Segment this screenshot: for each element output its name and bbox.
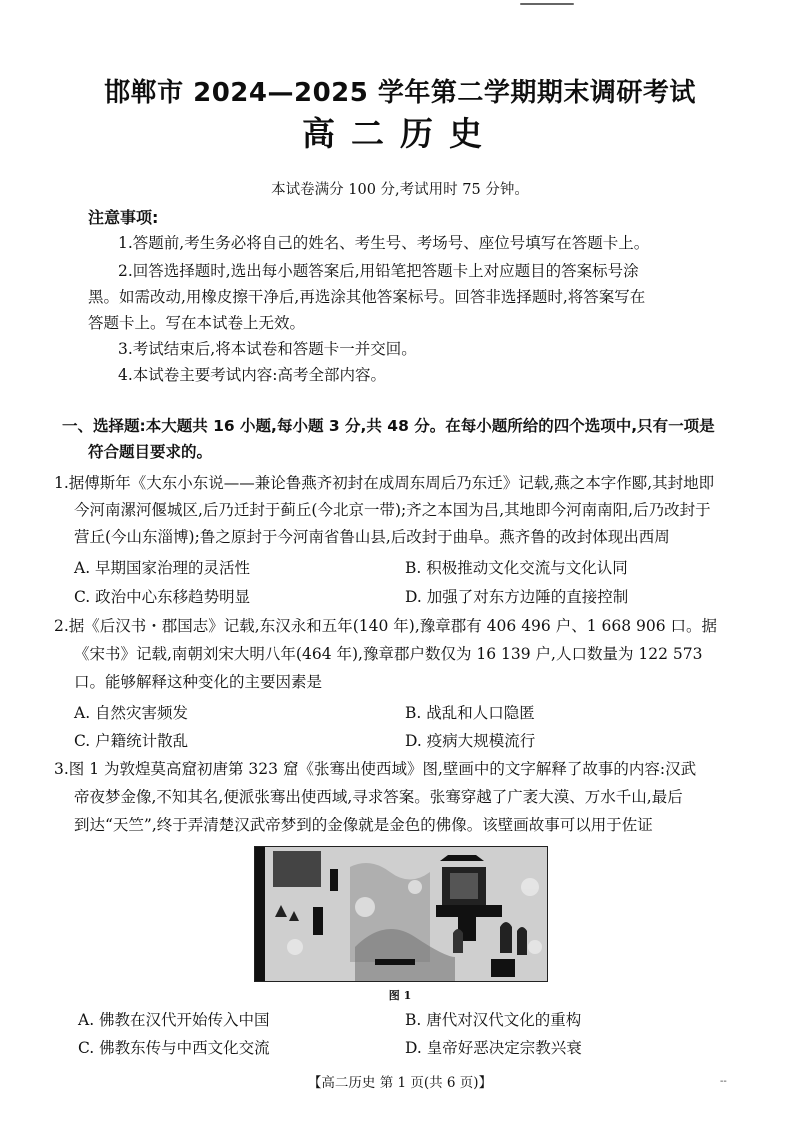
footer-mark: -- <box>720 1076 727 1087</box>
notice-line-3: 3.考试结束后,将本试卷和答题卡一并交回。 <box>118 340 417 358</box>
q2-stem-line-2: 《宋书》记载,南朝刘宋大明八年(464 年),豫章郡户数仅为 16 139 户,人口数量为 122 573 <box>74 645 703 663</box>
q3-stem-line-1: 3.图 1 为敦煌莫高窟初唐第 323 窟《张骞出使西域》图,壁画中的文字解释了故事的内容:汉武 <box>54 760 697 778</box>
q1-stem-line-2: 今河南漯河偃城区,后乃迁封于蓟丘(今北京一带);齐之本国为吕,其地即今河南南阳,后乃改封于 <box>74 501 711 519</box>
notice-heading: 注意事项: <box>88 208 159 227</box>
scan-artifact <box>520 3 574 5</box>
subject-title: 高二历史 <box>302 114 498 153</box>
q2-option-d: D. 疫病大规模流行 <box>405 732 536 750</box>
q1-stem-line-1: 1.据傅斯年《大东小东说——兼论鲁燕齐初封在成周东周后乃东迁》记载,燕之本字作郾,其封地即 <box>54 474 715 492</box>
q1-option-c: C. 政治中心东移趋势明显 <box>74 588 251 606</box>
q2-stem-line-1: 2.据《后汉书・郡国志》记载,东汉永和五年(140 年),豫章郡有 406 496 户、1 668 906 口。据 <box>54 617 718 635</box>
notice-line-2: 2.回答选择题时,选出每小题答案后,用铅笔把答题卡上对应题目的答案标号涂 <box>118 262 639 280</box>
q3-stem-line-3: 到达“天竺”,终于弄清楚汉武帝梦到的金像就是金色的佛像。该壁画故事可以用于佐证 <box>74 816 653 834</box>
section-heading: 一、选择题:本大题共 16 小题,每小题 3 分,共 48 分。在每小题所给的四个选项中,只有一项是 <box>62 417 715 435</box>
q3-option-a: A. 佛教在汉代开始传入中国 <box>78 1011 270 1029</box>
notice-line-2-cont: 黑。如需改动,用橡皮擦干净后,再选涂其他答案标号。回答非选择题时,将答案写在 <box>88 288 646 306</box>
q1-stem-line-3: 营丘(今山东淄博);鲁之原封于今河南省鲁山县,后改封于曲阜。燕齐鲁的改封体现出西周 <box>74 528 670 546</box>
q2-option-a: A. 自然灾害频发 <box>74 704 189 722</box>
q3-option-b: B. 唐代对汉代文化的重构 <box>405 1011 582 1029</box>
q2-option-b: B. 战乱和人口隐匿 <box>405 704 535 722</box>
q3-option-d: D. 皇帝好恶决定宗教兴衰 <box>405 1039 582 1057</box>
mural-image-icon <box>255 847 547 981</box>
q1-option-b: B. 积极推动文化交流与文化认同 <box>405 559 628 577</box>
q1-option-d: D. 加强了对东方边陲的直接控制 <box>405 588 629 606</box>
mural-figure <box>254 846 548 982</box>
q2-stem-line-3: 口。能够解释这种变化的主要因素是 <box>74 673 323 691</box>
figure-caption: 图 1 <box>388 989 412 1002</box>
exam-title: 邯郸市 2024—2025 学年第二学期期末调研考试 <box>104 78 696 108</box>
q1-option-a: A. 早期国家治理的灵活性 <box>74 559 251 577</box>
q2-option-c: C. 户籍统计散乱 <box>74 732 189 750</box>
q3-option-c: C. 佛教东传与中西文化交流 <box>78 1039 270 1057</box>
notice-line-1: 1.答题前,考生务必将自己的姓名、考生号、考场号、座位号填写在答题卡上。 <box>118 234 650 252</box>
notice-line-2-cont2: 答题卡上。写在本试卷上无效。 <box>88 314 306 332</box>
notice-line-4: 4.本试卷主要考试内容:高考全部内容。 <box>118 366 387 384</box>
exam-meta: 本试卷满分 100 分,考试用时 75 分钟。 <box>271 182 529 198</box>
section-heading-cont: 符合题目要求的。 <box>88 443 213 461</box>
page-footer: 【高二历史 第 1 页(共 6 页)】 <box>307 1075 493 1091</box>
q3-stem-line-2: 帝夜梦金像,不知其名,便派张骞出使西域,寻求答案。张骞穿越了广袤大漠、万水千山,最后 <box>74 788 683 806</box>
